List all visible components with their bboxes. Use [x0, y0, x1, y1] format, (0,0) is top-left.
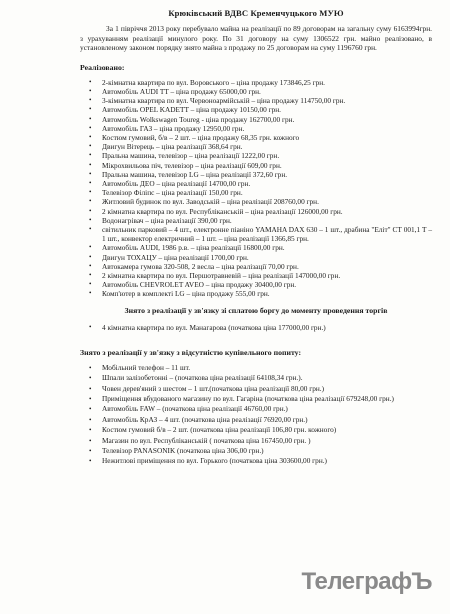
- list-item: [80, 280, 432, 289]
- list-item: [80, 87, 432, 96]
- bullet-icon: •: [89, 252, 92, 261]
- list-item-text: Шпали залізобетонні – (початкова ціна реалізації 64108,34 грн.).: [102, 373, 303, 383]
- list-item-text: Двигун ТОХАЦУ – ціна реалізації 1700,00 грн.: [102, 252, 249, 262]
- list-item: [80, 446, 432, 456]
- nobuyer-section-heading: Знято з реалізації у зв'язку з відсутністю купівельного попиту:: [80, 347, 302, 357]
- list-item-text: 2 кімнатна квартира по вул. Першотравневій – ціна реалізації 147000,00 грн.: [102, 271, 341, 281]
- list-item: [80, 384, 432, 394]
- bullet-icon: •: [89, 447, 92, 456]
- sold-list: [80, 78, 432, 299]
- bullet-icon: •: [89, 415, 92, 424]
- debt-list: [80, 323, 432, 332]
- bullet-icon: •: [89, 215, 92, 224]
- debt-section-heading: Знято з реалізації у зв'язку зі сплатою боргу до моменту проведення торгів: [124, 305, 388, 315]
- list-item: [80, 262, 432, 271]
- list-item: [80, 363, 432, 373]
- list-item: [80, 225, 432, 243]
- bullet-icon: •: [89, 405, 92, 414]
- bullet-icon: •: [89, 271, 92, 280]
- list-item-text: Мобільний телефон – 11 шт.: [102, 362, 191, 372]
- list-item-text: Автомобіль AUDI TT – ціна продажу 65000,00 грн.: [102, 86, 261, 96]
- list-item-text: Автомобіль FAW – (початкова ціна реалізації 46760,00 грн.): [102, 404, 288, 414]
- bullet-icon: •: [89, 363, 92, 372]
- list-item: [80, 188, 432, 197]
- list-item: [80, 133, 432, 142]
- bullet-icon: •: [89, 160, 92, 169]
- list-item: [80, 207, 432, 216]
- list-item-text: Автомобіль ГАЗ – ціна продажу 12950,00 грн.: [102, 123, 245, 133]
- list-item-text: Магазин по вул. Республіканській ( початкова ціна 167450,00 грн. ): [102, 435, 311, 445]
- list-item: [80, 197, 432, 206]
- bullet-icon: •: [89, 151, 92, 160]
- list-item: [80, 425, 432, 435]
- list-item-text: Автомобіль Wolkswagen Toureg - ціна продажу 162700,00 грн.: [102, 114, 295, 124]
- list-item: [80, 456, 432, 466]
- list-item-text: Комп'ютер в комплекті LG – ціна продажу 555,00 грн.: [102, 289, 270, 299]
- bullet-icon: •: [89, 457, 92, 466]
- list-item: [80, 96, 432, 105]
- list-item-text: 2 кімнатна квартира по вул. Республіканській – ціна реалізації 126000,00 грн.: [102, 206, 343, 216]
- bullet-icon: •: [89, 77, 92, 86]
- document-title: Крюківський ВДВС Кременчуцького МУЮ: [168, 8, 344, 18]
- list-item-text: Телевізор PANASONIK (початкова ціна 306,00 грн.): [102, 446, 264, 456]
- bullet-icon: •: [89, 261, 92, 270]
- list-item: [80, 436, 432, 446]
- bullet-icon: •: [89, 123, 92, 132]
- list-item: [80, 105, 432, 114]
- list-item: [80, 78, 432, 87]
- bullet-icon: •: [89, 197, 92, 206]
- list-item-text: 3-кімнатна квартира по вул. Червоноармійській – ціна продажу 114750,00 грн.: [102, 96, 346, 106]
- list-item-text: Телевізор Філіпс – ціна реалізації 150,00 грн.: [102, 188, 243, 198]
- list-item: [80, 373, 432, 383]
- list-item-text: Автомобіль ДЕО – ціна реалізації 14700,00 грн.: [102, 179, 251, 189]
- list-item: [80, 394, 432, 404]
- list-item-text: світильник парковий – 4 шт., електронне піаніно YAMAHA DAX 630 – 1 шт., драбина "Еліт" СТ 001,1 Т – 1 шт., конвектор електричний – 1 шт. – ціна реалізації 1366,85 грн.: [102, 225, 432, 244]
- list-item: [80, 415, 432, 425]
- list-item-text: Автомобіль OPEL KADETT – ціна продажу 10150,00 грн.: [102, 105, 281, 115]
- list-item-text: Човен дерев'яний з шестом – 1 шт.(початкова ціна реалізації 80,00 грн.): [102, 383, 325, 393]
- list-item: [80, 253, 432, 262]
- list-item: [80, 179, 432, 188]
- list-item-text: 2-кімнатна квартира по вул. Воровського – ціна продажу 173846,25 грн.: [102, 77, 325, 87]
- list-item: [80, 170, 432, 179]
- bullet-icon: •: [89, 426, 92, 435]
- list-item: [80, 151, 432, 160]
- bullet-icon: •: [89, 384, 92, 393]
- bullet-icon: •: [89, 96, 92, 105]
- list-item-text: Водонагрівач – ціна реалізації 390,00 грн.: [102, 215, 232, 225]
- list-item-text: Автокамера гумова 320-508, 2 весла – ціна реалізації 70,00 грн.: [102, 261, 299, 271]
- list-item: [80, 404, 432, 414]
- list-item-text: Костюм гумовий, б/в – 2 шт. – ціна продажу 68,35 грн. кожного: [102, 133, 300, 142]
- list-item-text: Автомобіль CHEVROLET AVEO – ціна продажу 30400,00 грн.: [102, 280, 297, 290]
- list-item-text: Нежитлові приміщення по вул. Горького (початкова ціна 303600,00 грн.): [102, 456, 327, 466]
- bullet-icon: •: [89, 280, 92, 289]
- bullet-icon: •: [89, 374, 92, 383]
- list-item-text: Двигун Вітерець – ціна реалізації 368,64 грн.: [102, 142, 243, 152]
- bullet-icon: •: [89, 289, 92, 298]
- bullet-icon: •: [89, 142, 92, 151]
- list-item: [80, 124, 432, 133]
- bullet-icon: •: [89, 86, 92, 95]
- bullet-icon: •: [89, 188, 92, 197]
- list-item: [80, 243, 432, 252]
- list-item-text: Мікрохвильова піч, телевізор – ціна реалізації 609,00 грн.: [102, 160, 282, 170]
- list-item: [80, 161, 432, 170]
- nobuyer-list: [80, 363, 432, 467]
- bullet-icon: •: [89, 243, 92, 252]
- intro-paragraph: За 1 півріччя 2013 року перебувало майна на реалізації по 89 договорам на загальну суму 6163994грн. з урахуванням реалізації минулого року. По 31 договору на суму 1306522 грн. майно реалізовано, в установленому законом порядку знято майна з продажу по 25 договорам на суму 1196760 грн.: [80, 24, 432, 53]
- telegraf-watermark-logo: ТелеграфЪ: [301, 568, 432, 595]
- bullet-icon: •: [89, 206, 92, 215]
- list-item: [80, 289, 432, 298]
- bullet-icon: •: [89, 179, 92, 188]
- bullet-icon: •: [89, 133, 92, 141]
- list-item: [80, 142, 432, 151]
- list-item: [80, 115, 432, 124]
- bullet-icon: •: [89, 322, 92, 331]
- list-item: [80, 323, 432, 332]
- bullet-icon: •: [89, 105, 92, 114]
- list-item-text: Автомобіль AUDI, 1986 р.в. – ціна реалізації 16800,00 грн.: [102, 243, 285, 253]
- list-item-text: Житловий будинок по вул. Заводській – ціна реалізації 208760,00 грн.: [102, 197, 319, 207]
- sold-section-heading: Реалізовано:: [80, 62, 125, 72]
- bullet-icon: •: [89, 436, 92, 445]
- list-item-text: Костюм гумовий б/в – 2 шт. (початкова ціна реалізації 106,80 грн. кожного): [102, 425, 337, 435]
- list-item-text: Пральна машина, телевізор LG – ціна реалізації 372,60 грн.: [102, 169, 288, 179]
- bullet-icon: •: [89, 395, 92, 404]
- bullet-icon: •: [89, 114, 92, 123]
- list-item: [80, 216, 432, 225]
- list-item-text: Автомобіль КрАЗ – 4 шт. (початкова ціна реалізації 76920,00 грн.): [102, 414, 308, 424]
- list-item: [80, 271, 432, 280]
- list-item-text: 4 кімнатна квартира по вул. Манагарова (початкова ціна 177000,00 грн.): [102, 322, 326, 332]
- list-item-text: Приміщення вбудованого магазину по вул. Гагаріна (початкова ціна реалізації 679248,00 грн.): [102, 394, 394, 404]
- bullet-icon: •: [89, 169, 92, 178]
- list-item-text: Пральна машина, телевізор – ціна реалізації 1222,00 грн.: [102, 151, 280, 161]
- bullet-icon: •: [89, 225, 92, 234]
